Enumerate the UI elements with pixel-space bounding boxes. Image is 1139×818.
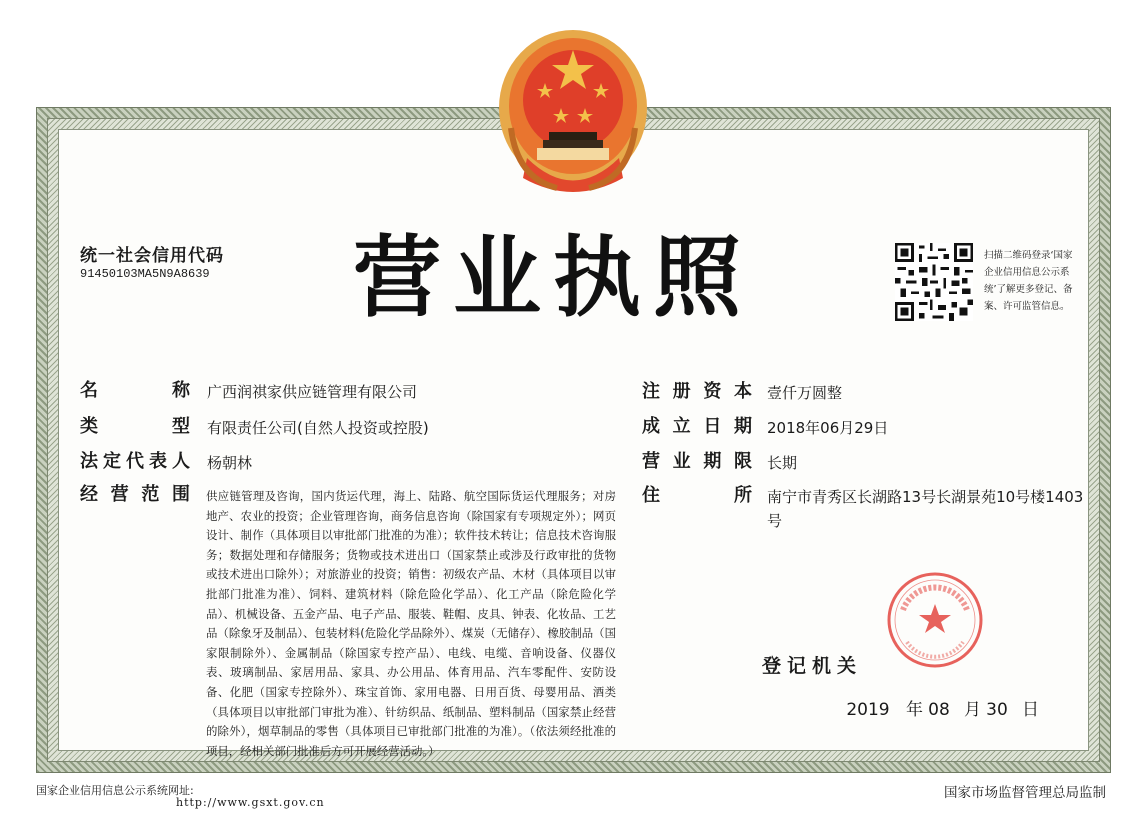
capital-label: 注 册 资 本	[642, 381, 752, 402]
legal-representative: 杨朝林	[207, 454, 253, 472]
company-name: 广西润祺家供应链管理有限公司	[207, 383, 418, 401]
qr-instructions: 扫描二维码登录‘国家企业信用信息公示系统’了解更多登记、备案、许可监管信息。	[984, 250, 1073, 312]
established-label: 成 立 日 期	[642, 416, 752, 437]
registration-date: 2019 年 08 月 30 日	[846, 700, 1039, 720]
address-label: 住 所	[642, 485, 752, 506]
company-type: 有限责任公司(自然人投资或控股)	[207, 419, 429, 437]
registered-capital: 壹仟万圆整	[767, 384, 843, 402]
footer-website-link[interactable]: http://www.gsxt.gov.cn	[176, 796, 325, 809]
footer-issuer: 国家市场监督管理总局监制	[944, 785, 1106, 801]
name-label: 名 称	[80, 380, 190, 401]
official-seal-icon	[885, 570, 985, 670]
business-term: 长期	[767, 454, 798, 472]
type-label: 类 型	[80, 416, 190, 437]
registration-authority-label: 登记机关	[762, 655, 863, 677]
qr-code-icon[interactable]	[895, 243, 973, 321]
credit-code-label: 统一社会信用代码	[80, 246, 224, 266]
established-date: 2018年06月29日	[767, 419, 889, 437]
company-address: 南宁市青秀区长湖路13号长湖景苑10号楼1403号	[767, 488, 1084, 530]
footer-system-label: 国家企业信用信息公示系统网址:	[36, 784, 194, 797]
credit-code-value: 91450103MA5N9A8639	[80, 267, 210, 281]
business-scope: 供应链管理及咨询，国内货运代理，海上、陆路、航空国际货运代理服务；对房地产、农业的投资；企业管理咨询，商务信息咨询（除国家有专项规定外）；网页设计、制作（具体项目以审批部门批准的为准）；软件技术转让；信息技术咨询服务；数据处理和存储服务；货物或技术进出口（国家禁止或涉及行政审批的货物或技术进出口除外）；对旅游业的投资；销售：初级农产品、木材（具体项目以审批部门批准为准）、饲料、建筑材料（除危险化学品）、化工产品（除危险化学品）、机械设备、五金产品、电子产品、服装、鞋帽、皮具、钟表、化妆品、工艺品（除象牙及制品）、包装材料(危险化学品除外）、煤炭（无储存）、橡胶制品（国家限制除外）、金属制品（除国家专控产品）、电线、电缆、音响设备、仪器仪表、玻璃制品、家居用品、家具、办公用品、体育用品、汽车零配件、安防设备、化肥（国家专控除外）、珠宝首饰、家用电器、日用百货、母婴用品、酒类（具体项目以审批部门审批为准）、针纺织品、纸制品、塑料制品（国家禁止经营的除外），烟草制品的零售（具体项目已审批部门批准的为准）。（依法须经批准的项目，经相关部门批准后方可开展经营活动。）	[206, 489, 616, 758]
national-emblem-icon	[497, 28, 649, 198]
term-label: 营 业 期 限	[642, 451, 752, 472]
license-title: 营业执照	[353, 225, 754, 329]
legal-rep-label: 法 定 代 表 人	[80, 451, 190, 472]
scope-label: 经 营 范 围	[80, 484, 190, 505]
